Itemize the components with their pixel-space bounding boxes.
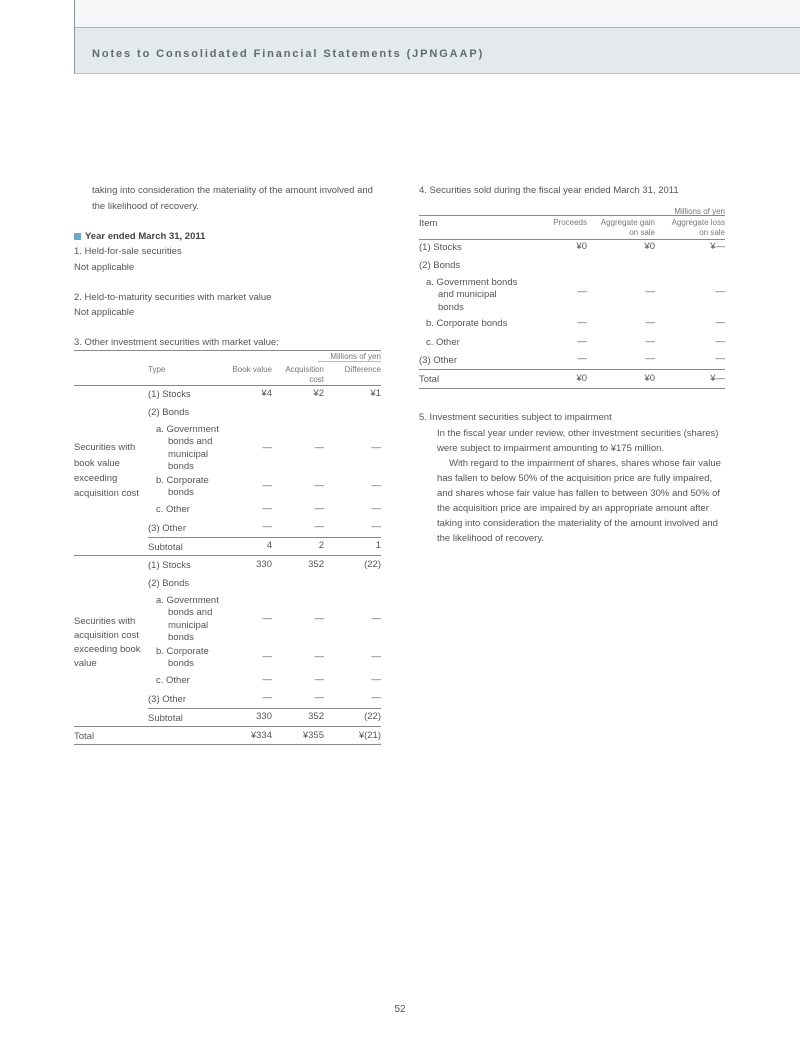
cell: — <box>262 692 272 703</box>
row-label-total: Total <box>419 374 440 385</box>
table2-header-proceeds: Proceeds <box>553 218 587 227</box>
cell: 1 <box>375 540 381 551</box>
cell: 352 <box>308 711 324 722</box>
cell: — <box>314 442 324 453</box>
cell: ¥(21) <box>358 730 381 741</box>
section-5-title: 5. Investment securities subject to impairment <box>419 412 612 423</box>
cell: — <box>371 674 381 685</box>
cell: ¥0 <box>644 373 655 384</box>
group1-label: book value <box>74 458 120 469</box>
section-5-text: taking into consideration the materiality of the amount involved and <box>437 518 718 529</box>
cell: — <box>262 442 272 453</box>
table2-top-rule <box>419 215 725 216</box>
cell: — <box>314 674 324 685</box>
cell: ¥— <box>710 241 725 252</box>
cell: — <box>371 521 381 532</box>
section-3-title: 3. Other investment securities with market value: <box>74 337 279 348</box>
row-label: bonds <box>438 302 464 313</box>
row-label: municipal <box>168 620 209 631</box>
table1-header-acq-2: cost <box>309 375 324 384</box>
table1-header-type: Type <box>148 365 166 374</box>
group-rule <box>74 555 381 556</box>
row-label: (3) Other <box>419 355 458 366</box>
row-label: (2) Bonds <box>419 260 461 271</box>
cell: — <box>262 503 272 514</box>
intro-line-1: taking into consideration the materiality of the amount involved and <box>92 185 373 196</box>
cell: (22) <box>364 711 381 722</box>
row-label: c. Other <box>426 337 460 348</box>
table2-header-gain-2: on sale <box>629 228 655 237</box>
section-2-body: Not applicable <box>74 307 135 318</box>
cell: — <box>715 336 725 347</box>
cell: — <box>262 613 272 624</box>
row-label: (1) Stocks <box>148 560 191 571</box>
cell: — <box>314 613 324 624</box>
cell: — <box>314 480 324 491</box>
row-label: bonds <box>168 461 194 472</box>
section-5-text: In the fiscal year under review, other investment securities (shares) <box>437 428 719 439</box>
cell: 2 <box>318 540 324 551</box>
table1-header-diff: Difference <box>344 365 381 374</box>
group1-label: exceeding <box>74 473 118 484</box>
section-5-text: were subject to impairment amounting to ¥175 million. <box>437 443 665 454</box>
cell: — <box>577 286 587 297</box>
table2-header-loss-1: Aggregate loss <box>671 218 725 227</box>
intro-line-2: the likelihood of recovery. <box>92 201 200 212</box>
section-5-text: the likelihood of recovery. <box>437 533 545 544</box>
cell: — <box>645 336 655 347</box>
table1-unit: Millions of yen <box>330 352 381 361</box>
cell: — <box>645 317 655 328</box>
table2-header-gain-1: Aggregate gain <box>600 218 655 227</box>
table2-bottom-rule <box>419 388 725 389</box>
cell: ¥4 <box>261 388 272 399</box>
cell: 330 <box>256 711 272 722</box>
row-label: (3) Other <box>148 694 187 705</box>
cell: — <box>262 651 272 662</box>
table2-header-rule <box>419 239 725 240</box>
row-label: and municipal <box>438 289 497 300</box>
table2-total-rule <box>419 369 725 370</box>
row-label: a. Government <box>156 424 219 435</box>
cell: — <box>371 651 381 662</box>
cell: — <box>715 286 725 297</box>
cell: — <box>577 353 587 364</box>
row-label: c. Other <box>156 675 190 686</box>
group1-label: acquisition cost <box>74 488 139 499</box>
page-title: Notes to Consolidated Financial Statements (JPNGAAP) <box>92 48 485 60</box>
cell: ¥0 <box>576 241 587 252</box>
cell: 4 <box>266 540 272 551</box>
cell: — <box>371 613 381 624</box>
group1-label: Securities with <box>74 442 136 453</box>
cell: — <box>645 353 655 364</box>
total-rule <box>74 726 381 727</box>
section-4-title: 4. Securities sold during the fiscal year ended March 31, 2011 <box>419 185 679 196</box>
cell: ¥0 <box>576 373 587 384</box>
cell: ¥334 <box>250 730 272 741</box>
cell: ¥355 <box>302 730 324 741</box>
cell: 330 <box>256 559 272 570</box>
cell: (22) <box>364 559 381 570</box>
cell: — <box>577 336 587 347</box>
table1-header-rule <box>74 385 381 386</box>
row-label: Subtotal <box>148 542 183 553</box>
table2-header-item: Item <box>419 218 438 229</box>
row-label: c. Other <box>156 504 190 515</box>
cell: — <box>314 503 324 514</box>
section-1-title: 1. Held-for-sale securities <box>74 246 182 257</box>
cell: — <box>262 480 272 491</box>
cell: — <box>314 651 324 662</box>
cell: — <box>314 692 324 703</box>
row-label: b. Corporate <box>156 646 209 657</box>
section-5-text: and shares whose fair value has fallen to between 30% and 50% of <box>437 488 721 499</box>
cell: 352 <box>308 559 324 570</box>
table2-header-loss-2: on sale <box>699 228 725 237</box>
cell: — <box>314 521 324 532</box>
cell: — <box>371 442 381 453</box>
year-heading: Year ended March 31, 2011 <box>85 231 206 242</box>
table1-bottom-rule <box>74 744 381 745</box>
group2-label: Securities with <box>74 616 136 627</box>
section-5-text: has fallen to below 50% of the acquisition price are fully impaired, <box>437 473 713 484</box>
cell: — <box>577 317 587 328</box>
row-label: (1) Stocks <box>148 389 191 400</box>
row-label-total: Total <box>74 731 95 742</box>
row-label: (2) Bonds <box>148 578 190 589</box>
cell: ¥2 <box>313 388 324 399</box>
row-label: b. Corporate bonds <box>426 318 508 329</box>
table2-unit: Millions of yen <box>674 207 725 216</box>
cell: — <box>371 503 381 514</box>
cell: — <box>715 317 725 328</box>
cell: ¥1 <box>370 388 381 399</box>
section-5-text: With regard to the impairment of shares, shares whose fair value <box>449 458 721 469</box>
group2-label: acquisition cost <box>74 630 139 641</box>
row-label: municipal <box>168 449 209 460</box>
section-5-text: the acquisition price are impaired by an appropriate amount after <box>437 503 709 514</box>
cell: — <box>371 692 381 703</box>
cell: ¥0 <box>644 241 655 252</box>
cell: — <box>715 353 725 364</box>
row-label: (1) Stocks <box>419 242 462 253</box>
row-label: (3) Other <box>148 523 187 534</box>
cell: — <box>262 521 272 532</box>
table1-unit-rule <box>318 361 381 362</box>
cell: — <box>645 286 655 297</box>
bullet-square-icon <box>74 233 81 240</box>
row-label: bonds and <box>168 607 213 618</box>
table1-header-acq-1: Acquisition <box>285 365 324 374</box>
row-label: bonds and <box>168 436 213 447</box>
subtotal-rule <box>148 708 381 709</box>
row-label: (2) Bonds <box>148 407 190 418</box>
cell: — <box>262 674 272 685</box>
cell: — <box>371 480 381 491</box>
cell: ¥— <box>710 373 725 384</box>
section-1-body: Not applicable <box>74 262 135 273</box>
group2-label: exceeding book <box>74 644 141 655</box>
row-label: Subtotal <box>148 713 183 724</box>
section-2-title: 2. Held-to-maturity securities with market value <box>74 292 272 303</box>
row-label: a. Government bonds <box>426 277 518 288</box>
page-number: 52 <box>394 1004 406 1015</box>
row-label: a. Government <box>156 595 219 606</box>
row-label: bonds <box>168 658 194 669</box>
row-label: b. Corporate <box>156 475 209 486</box>
header-top-frame <box>74 0 800 28</box>
row-label: bonds <box>168 487 194 498</box>
row-label: bonds <box>168 632 194 643</box>
table1-header-book: Book value <box>232 365 272 374</box>
subtotal-rule <box>148 537 381 538</box>
group2-label: value <box>74 658 97 669</box>
